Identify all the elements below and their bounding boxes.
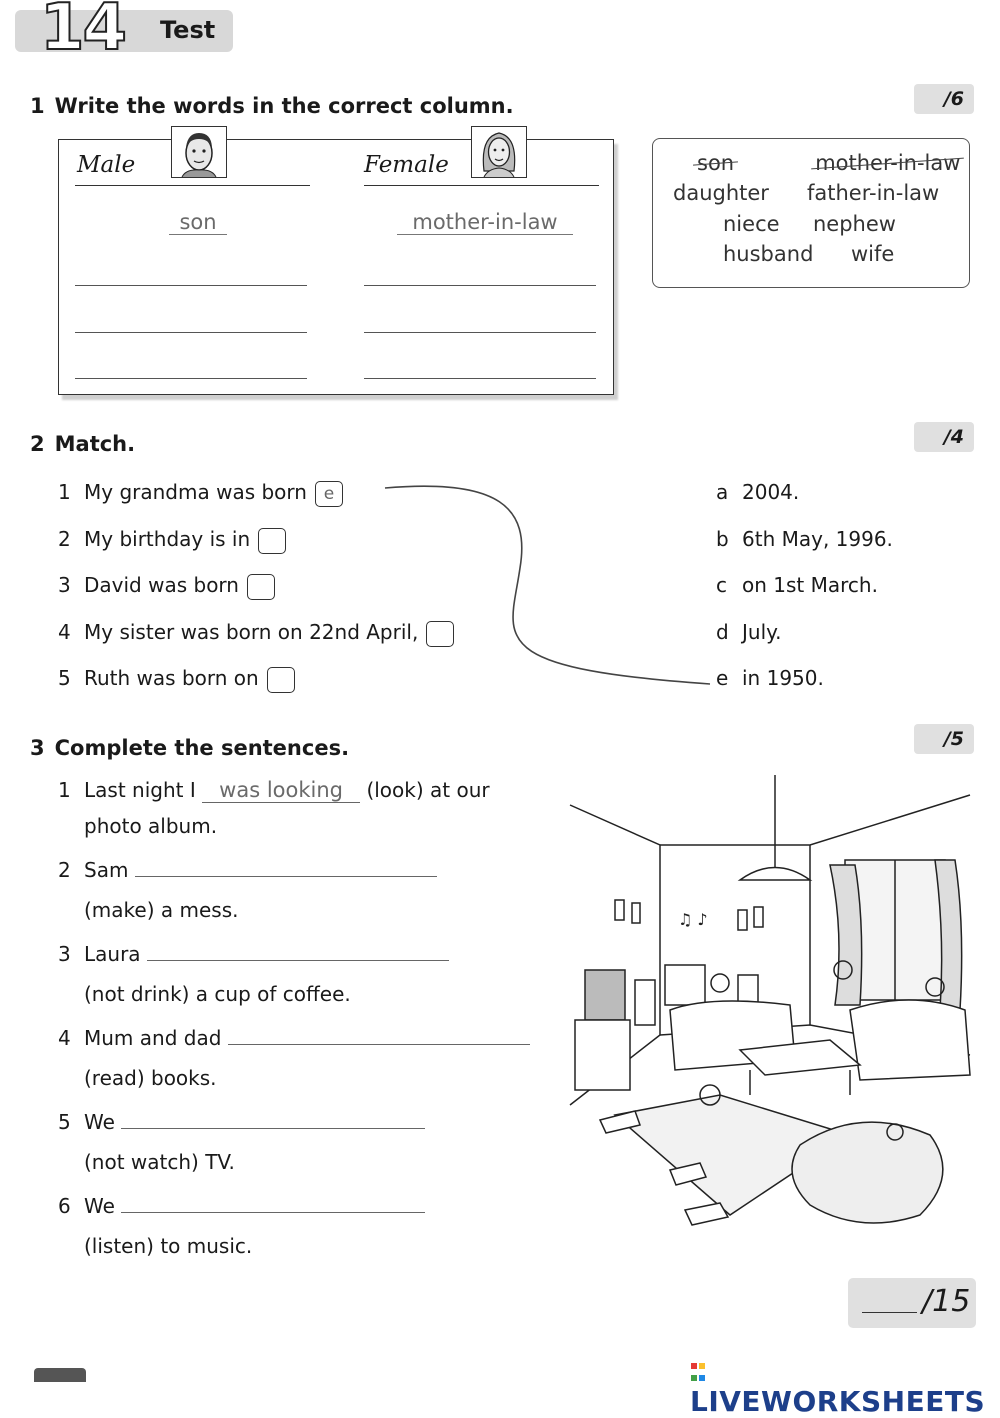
sentence-answer[interactable] (147, 942, 449, 961)
sentence-continuation: photo album. (84, 814, 218, 838)
match-answer-box[interactable] (267, 667, 295, 693)
match-item (58, 573, 275, 600)
word-bank (652, 138, 970, 288)
section1-title: Write the words in the correct column. (54, 94, 514, 118)
section2-score: /4 (914, 422, 974, 452)
female-blank-2[interactable] (364, 285, 596, 286)
page-tab (34, 1368, 86, 1382)
male-column-header: Male (77, 152, 136, 178)
sentence-continuation: (not watch) TV. (84, 1150, 235, 1174)
match-item-text: My sister was born on 22nd April, (84, 620, 419, 644)
match-option-letter: e (716, 666, 729, 690)
match-answer-box[interactable]: e (315, 481, 343, 507)
sentence-item (58, 1110, 425, 1134)
sentence-start: Last night I (84, 778, 196, 802)
match-item-text: David was born (84, 573, 239, 597)
sentence-answer[interactable]: was looking (202, 778, 360, 803)
sentence-start: Sam (84, 858, 129, 882)
sentence-item (58, 1026, 530, 1050)
match-option (716, 620, 781, 644)
column-table (58, 139, 614, 395)
sentence-start: Laura (84, 942, 141, 966)
match-option (716, 666, 824, 690)
brand-icon (690, 1358, 708, 1382)
male-blank-2[interactable] (75, 285, 307, 286)
section2-title: Match. (54, 432, 136, 456)
test-label: Test (160, 16, 216, 44)
word-bank-item: daughter (673, 181, 769, 205)
sentence-answer[interactable] (121, 1194, 425, 1213)
female-blank-3[interactable] (364, 332, 596, 333)
section3-number: 3 (30, 736, 45, 760)
male-answer-1[interactable]: son (169, 210, 227, 235)
match-option-text: 2004. (742, 480, 800, 504)
sentence-number: 6 (58, 1194, 71, 1218)
sentence-number: 2 (58, 858, 71, 882)
word-bank-item: father-in-law (807, 181, 940, 205)
match-item-number: 3 (58, 573, 71, 597)
brand-logo[interactable] (690, 1352, 1000, 1418)
sentence-end: (look) at our (366, 778, 490, 802)
sentence-continuation: (not drink) a cup of coffee. (84, 982, 351, 1006)
match-item-text: My birthday is in (84, 527, 251, 551)
sentence-continuation: (read) books. (84, 1066, 217, 1090)
sentence-item (58, 942, 449, 966)
word-bank-item: mother-in-law (815, 151, 961, 175)
female-answer-1[interactable]: mother-in-law (397, 210, 573, 235)
match-option (716, 480, 799, 504)
match-option-letter: a (716, 480, 729, 504)
match-option-text: on 1st March. (742, 573, 878, 597)
total-score: /15 (922, 1284, 971, 1319)
sentence-number: 1 (58, 778, 71, 802)
sentence-answer[interactable] (121, 1110, 425, 1129)
match-option-letter: c (716, 573, 727, 597)
section1-number: 1 (30, 94, 45, 118)
section2-heading (30, 432, 135, 456)
male-blank-4[interactable] (75, 378, 307, 379)
match-answer-box[interactable] (258, 528, 286, 554)
match-option-text: July. (742, 620, 782, 644)
word-bank-item: niece (723, 212, 780, 236)
match-option (716, 573, 878, 597)
match-item-text: Ruth was born on (84, 666, 259, 690)
match-option-letter: d (716, 620, 729, 644)
total-score-blank[interactable] (862, 1312, 917, 1313)
female-header-line (364, 185, 599, 186)
match-option-letter: b (716, 527, 729, 551)
brand-text: LIVEWORKSHEETS (690, 1385, 986, 1418)
match-option (716, 527, 893, 551)
match-connector-line (380, 478, 720, 698)
match-option-text: in 1950. (742, 666, 824, 690)
sentence-number: 3 (58, 942, 71, 966)
match-answer-box[interactable] (247, 574, 275, 600)
word-bank-item: son (697, 151, 735, 175)
sentence-continuation: (listen) to music. (84, 1234, 253, 1258)
sentence-answer[interactable] (228, 1026, 530, 1045)
sentence-item (58, 858, 437, 882)
female-column-header: Female (364, 152, 449, 178)
match-item (58, 527, 286, 554)
match-item-number: 1 (58, 480, 71, 504)
section3-heading (30, 736, 349, 760)
section3-score: /5 (914, 724, 974, 754)
word-bank-item: wife (851, 242, 895, 266)
living-room-illustration (560, 775, 980, 1245)
svg-text:♫ ♪: ♫ ♪ (678, 910, 708, 929)
match-item-number: 4 (58, 620, 71, 644)
section2-number: 2 (30, 432, 45, 456)
match-item-number: 2 (58, 527, 71, 551)
sentence-start: Mum and dad (84, 1026, 222, 1050)
unit-number: 14 (40, 0, 126, 65)
sentence-number: 4 (58, 1026, 71, 1050)
sentence-start: We (84, 1194, 115, 1218)
sentence-start: We (84, 1110, 115, 1134)
match-option-text: 6th May, 1996. (742, 527, 893, 551)
female-face-icon (471, 126, 527, 178)
sentence-item (58, 778, 490, 803)
male-face-icon (171, 126, 227, 178)
match-item-number: 5 (58, 666, 71, 690)
section1-heading (30, 94, 514, 118)
sentence-number: 5 (58, 1110, 71, 1134)
section1-score: /6 (914, 84, 974, 114)
male-header-line (75, 185, 310, 186)
match-item-text: My grandma was born (84, 480, 307, 504)
sentence-continuation: (make) a mess. (84, 898, 239, 922)
sentence-item (58, 1194, 425, 1218)
section3-title: Complete the sentences. (54, 736, 350, 760)
male-blank-3[interactable] (75, 332, 307, 333)
sentence-answer[interactable] (135, 858, 437, 877)
female-blank-4[interactable] (364, 378, 596, 379)
word-bank-item: husband (723, 242, 814, 266)
match-item (58, 480, 343, 507)
match-item (58, 666, 295, 693)
word-bank-item: nephew (813, 212, 896, 236)
